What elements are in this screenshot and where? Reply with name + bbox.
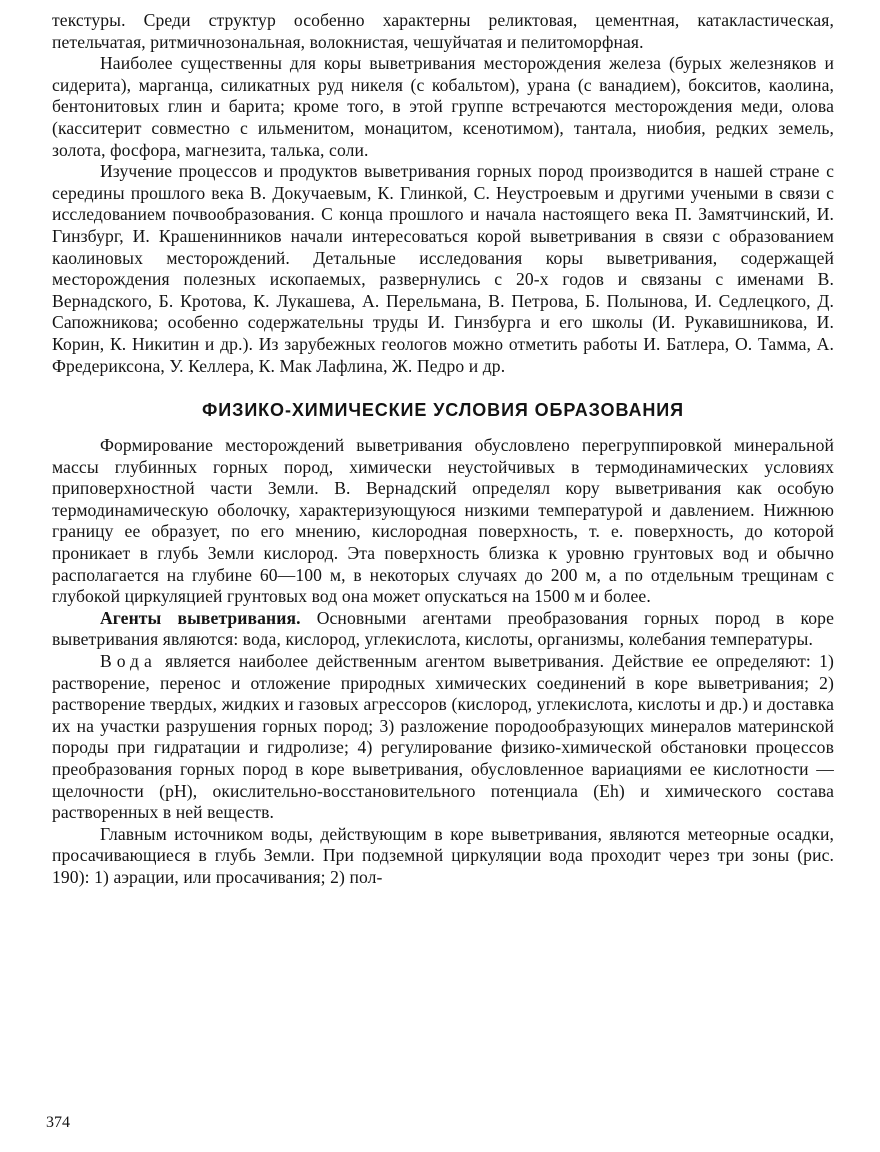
paragraph-agents	[52, 608, 834, 651]
paragraph-textures: текстуры. Среди структур особенно характерны реликтовая, цементная, катакластическая, петельчатая, ритмичнозональная, волокнистая, чешуйчатая и пелитоморфная.	[52, 10, 834, 52]
paragraph-history: Изучение процессов и продуктов выветривания горных пород производится в нашей стране с середины прошлого века В. Докучаевым, К. Глинкой, С. Неустроевым и другими учеными в связи с исследованием почвообразования. С конца прошлого и начала настоящего века П. Замятчинский, И. Гинзбург, И. Крашенинников начали интересоваться корой выветривания в связи с образованием каолиновых месторождений. Детальные исследования коры выветривания, содержащей месторождения полезных ископаемых, развернулись с 20-х годов и связаны с именами В. Вернадского, Б. Кротова, К. Лукашева, А. Перельмана, В. Петрова, Б. Полынова, И. Седлецкого, Д. Сапожникова; особенно содержательны труды И. Гинзбурга и его школы (И. Рукавишникова, И. Корин, К. Никитин и др.). Из зарубежных геологов можно отметить работы И. Батлера, О. Тамма, А. Фредериксона, У. Келлера, К. Мак Лафлина, Ж. Педро и др.	[52, 161, 834, 376]
water-text: является наиболее действенным агентом выветривания. Действие ее определяют: 1) растворение, перенос и отложение природных химических соединений в коре выветривания; 2) растворение твердых, жидких и газовых агрессоров (кислород, углекислота, кислоты и др.) и доставка их на участки разрушения горных пород; 3) разложение породообразующих минералов материнской породы при гидратации и гидролизе; 4) регулирование физико-химической обстановки процессов преобразования горных пород в коре выветривания, обусловленное вариациями ее кислотности — щелочности (pH), окислительно-восстановительного потенциала (Eh) и химического состава растворенных в ней веществ.	[52, 651, 834, 823]
paragraph-water	[52, 651, 834, 824]
agents-text: Основными агентами преобразования горных пород в коре выветривания являются: вода, кислород, углекислота, кислоты, организмы, колебания температуры.	[52, 607, 834, 650]
page-body	[52, 10, 834, 889]
paragraph-formation: Формирование месторождений выветривания обусловлено перегруппировкой минеральной массы глубинных горных пород, химически неустойчивых в термодинамических условиях приповерхностной части Земли. В. Вернадский определял кору выветривания как особую термодинамическую оболочку, характеризующуюся низкими температурой и давлением. Нижнюю границу ее образует, по его мнению, кислородная поверхность, т. е. поверхность, до которой проникает в глубь Земли кислород. Эта поверхность близка к уровню грунтовых вод и обычно располагается на глубине 60—100 м, в некоторых случаях до 200 м, а по отдельным трещинам с глубокой циркуляцией грунтовых вод она может опускаться на 1500 м и более.	[52, 435, 834, 607]
paragraph-water-source: Главным источником воды, действующим в коре выветривания, являются метеорные осадки, просачивающиеся в глубь Земли. При подземной циркуляции вода проходит через три зоны (рис. 190): 1) аэрации, или просачивания; 2) пол-	[52, 823, 834, 887]
paragraph-deposits: Наиболее существенны для коры выветривания месторождения железа (бурых железняков и сидерита), марганца, силикатных руд никеля (с кобальтом), урана (с ванадием), бокситов, каолина, бентонитовых глин и барита; кроме того, в этой группе встречаются месторождения меди, олова (касситерит совместно с ильменитом, монацитом, ксенотимом), тантала, ниобия, редких земель, золота, фосфора, магнезита, талька, соли.	[52, 53, 834, 160]
page-number: 374	[46, 1114, 70, 1131]
agents-label: Агенты выветривания.	[100, 607, 301, 628]
water-label: Вода	[100, 651, 157, 672]
section-heading: ФИЗИКО-ХИМИЧЕСКИЕ УСЛОВИЯ ОБРАЗОВАНИЯ	[202, 400, 684, 421]
